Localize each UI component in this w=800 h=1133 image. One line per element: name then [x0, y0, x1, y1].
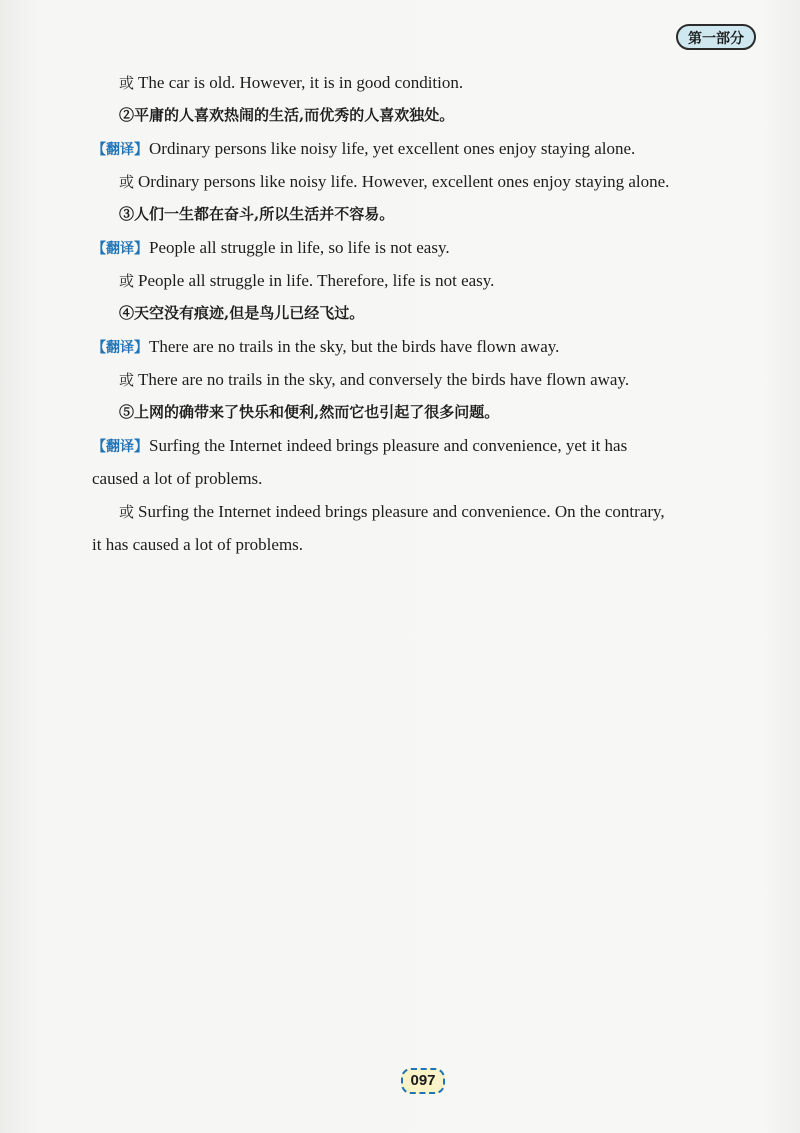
translation-text: People all struggle in life. Therefore, life is not easy.	[138, 271, 495, 290]
translation-text: Ordinary persons like noisy life. However, excellent ones enjoy staying alone.	[138, 172, 670, 191]
translation-text: Ordinary persons like noisy life, yet excellent ones enjoy staying alone.	[149, 139, 636, 158]
page-number: 097	[401, 1068, 445, 1094]
translation-text: People all struggle in life, so life is not easy.	[149, 238, 450, 257]
alternative-translation-3	[92, 264, 752, 297]
document-body	[92, 66, 752, 561]
chinese-sentence-3: ③人们一生都在奋斗,所以生活并不容易。	[119, 205, 395, 223]
translation-text-line-1: Surfing the Internet indeed brings pleasure and convenience, yet it has	[149, 436, 628, 455]
or-marker: 或	[119, 74, 135, 92]
chinese-sentence-5: ⑤上网的确带来了快乐和便利,然而它也引起了很多问题。	[119, 403, 500, 421]
translation-3	[92, 231, 752, 264]
alternative-translation-4	[92, 363, 752, 396]
or-marker: 或	[119, 272, 135, 290]
translation-2	[92, 132, 752, 165]
translation-text-line-1: Surfing the Internet indeed brings pleasure and convenience. On the contrary,	[138, 502, 665, 521]
alternative-translation-2	[92, 165, 752, 198]
alternative-translation-1	[92, 66, 752, 99]
translation-tag: 【翻译】	[92, 241, 148, 257]
chinese-sentence-2: ②平庸的人喜欢热闹的生活,而优秀的人喜欢独处。	[119, 106, 455, 124]
translation-tag: 【翻译】	[92, 439, 148, 455]
alternative-translation-5	[92, 495, 752, 561]
or-marker: 或	[119, 173, 135, 191]
translation-text: There are no trails in the sky, but the birds have flown away.	[149, 337, 560, 356]
section-badge: 第一部分	[676, 24, 756, 50]
or-marker: 或	[119, 371, 135, 389]
translation-text-line-2: caused a lot of problems.	[92, 469, 263, 488]
translation-tag: 【翻译】	[92, 142, 148, 158]
translation-text-line-2: it has caused a lot of problems.	[92, 535, 304, 554]
translation-4	[92, 330, 752, 363]
translation-text: The car is old. However, it is in good condition.	[138, 73, 464, 92]
translation-text: There are no trails in the sky, and conversely the birds have flown away.	[138, 370, 630, 389]
or-marker: 或	[119, 503, 135, 521]
chinese-sentence-4: ④天空没有痕迹,但是鸟儿已经飞过。	[119, 304, 365, 322]
translation-tag: 【翻译】	[92, 340, 148, 356]
translation-5	[92, 429, 752, 495]
